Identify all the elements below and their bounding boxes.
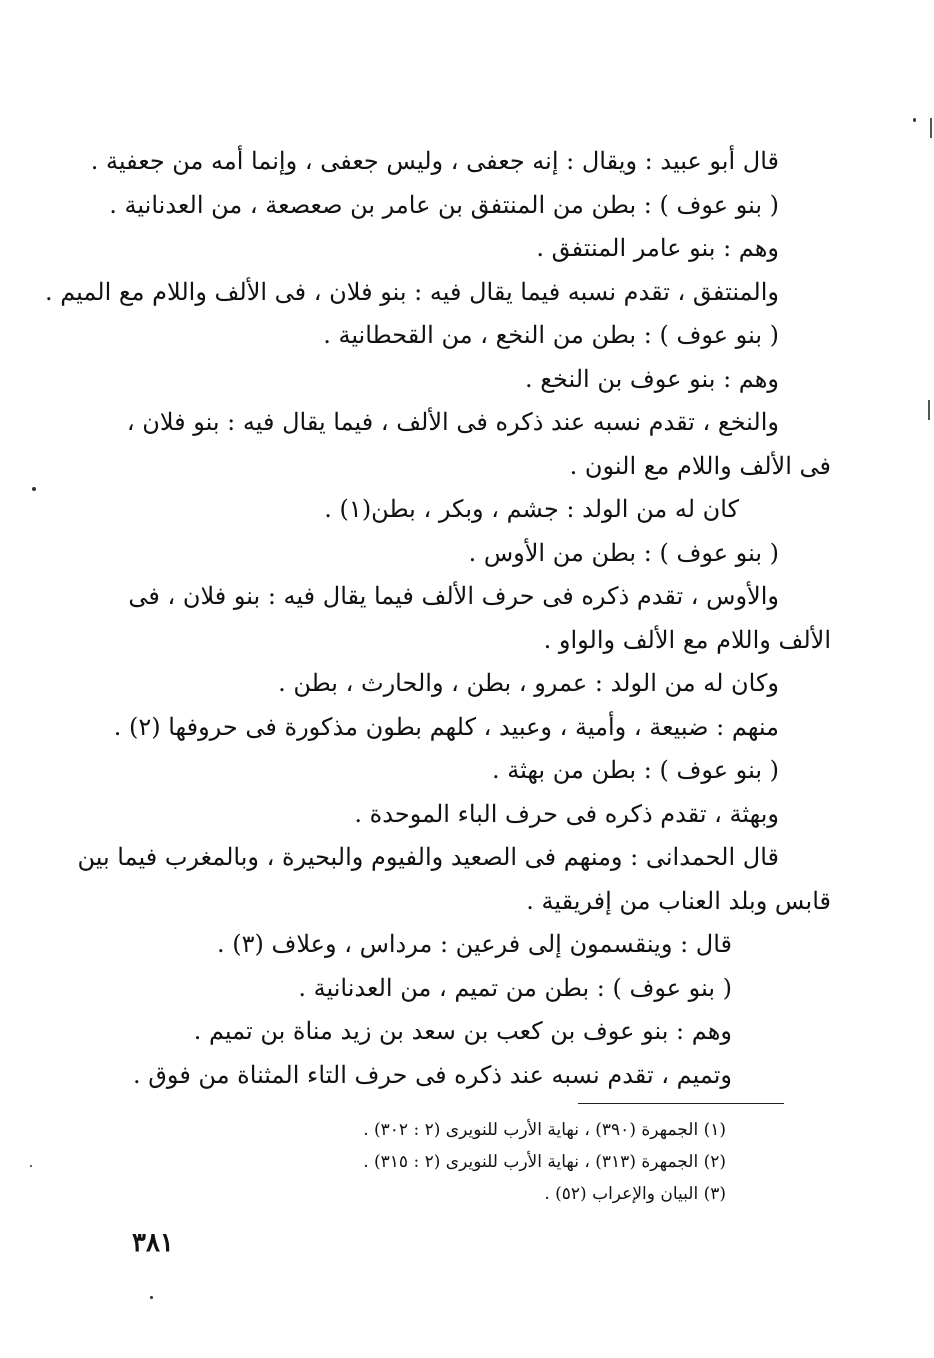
text-line: ( بنو عوف ) : بطن من المنتفق بن عامر بن صعصعة ، من العدنانية . xyxy=(109,190,779,219)
text-line: قال : وينقسمون إلى فرعين : مرداس ، وعلاف (٣) . xyxy=(216,930,732,958)
text-line: والنخع ، تقدم نسبه عند ذكره فى الألف ، فيما يقال فيه : بنو فلان ، xyxy=(126,408,779,436)
footnote-separator xyxy=(578,1103,784,1104)
scan-speck xyxy=(32,487,36,491)
scan-speck xyxy=(913,118,916,122)
text-line: منهم : ضبيعة ، وأمية ، وعبيد ، كلهم بطون مذكورة فى حروفها (٢) . xyxy=(113,712,779,741)
text-line: فى الألف واللام مع النون . xyxy=(569,451,831,480)
scan-speck xyxy=(30,1165,32,1167)
text-line: ( بنو عوف ) : بطن من النخع ، من القحطانية . xyxy=(323,321,779,349)
text-line: وكان له من الولد : عمرو ، بطن ، والحارث ، بطن . xyxy=(278,669,779,697)
scan-edge-mark xyxy=(930,118,932,138)
text-line: ( بنو عوف ) : بطن من الأوس . xyxy=(468,538,779,567)
text-line: والمنتفق ، تقدم نسبه فيما يقال فيه : بنو فلان ، فى الألف واللام مع الميم . xyxy=(44,277,779,306)
text-line: الألف واللام مع الألف والواو . xyxy=(543,625,831,654)
text-line: وهم : بنو عامر المنتفق . xyxy=(536,234,779,262)
text-line: قال الحمدانى : ومنهم فى الصعيد والفيوم والبحيرة ، وبالمغرب فيما بين xyxy=(77,843,779,871)
text-line: ( بنو عوف ) : بطن من بهثة . xyxy=(491,756,779,784)
footnote: (١) الجمهرة (٣٩٠) ، نهاية الأرب للنويرى (٢ : ٣٠٢) . xyxy=(363,1120,726,1140)
footnotes xyxy=(126,1114,726,1210)
text-line: وتميم ، تقدم نسبه عند ذكره فى حرف التاء المثناة من فوق . xyxy=(133,1060,732,1089)
text-line: قابس وبلد العناب من إفريقية . xyxy=(526,886,831,915)
text-line: كان له من الولد : جشم ، وبكر ، بطن(١) . xyxy=(324,495,739,523)
scan-speck xyxy=(150,1296,153,1299)
footnote: (٢) الجمهرة (٣١٣) ، نهاية الأرب للنويرى (٢ : ٣١٥) . xyxy=(363,1152,726,1172)
main-text xyxy=(44,140,831,1097)
page-number: ٣٨١ xyxy=(132,1228,174,1258)
text-line: والأوس ، تقدم ذكره فى حرف الألف فيما يقال فيه : بنو فلان ، فى xyxy=(128,582,779,610)
text-line: وبهثة ، تقدم ذكره فى حرف الباء الموحدة . xyxy=(354,799,779,828)
text-line: ( بنو عوف ) : بطن من تميم ، من العدنانية . xyxy=(298,973,732,1002)
footnote: (٣) البيان والإعراب (٥٢) . xyxy=(544,1184,726,1204)
text-line: قال أبو عبيد : ويقال : إنه جعفى ، وليس جعفى ، وإنما أمه من جعفية . xyxy=(90,147,779,175)
text-line: وهم : بنو عوف بن كعب بن سعد بن زيد مناة بن تميم . xyxy=(193,1017,732,1045)
text-line: وهم : بنو عوف بن النخع . xyxy=(524,364,779,393)
scan-edge-mark xyxy=(928,400,930,420)
